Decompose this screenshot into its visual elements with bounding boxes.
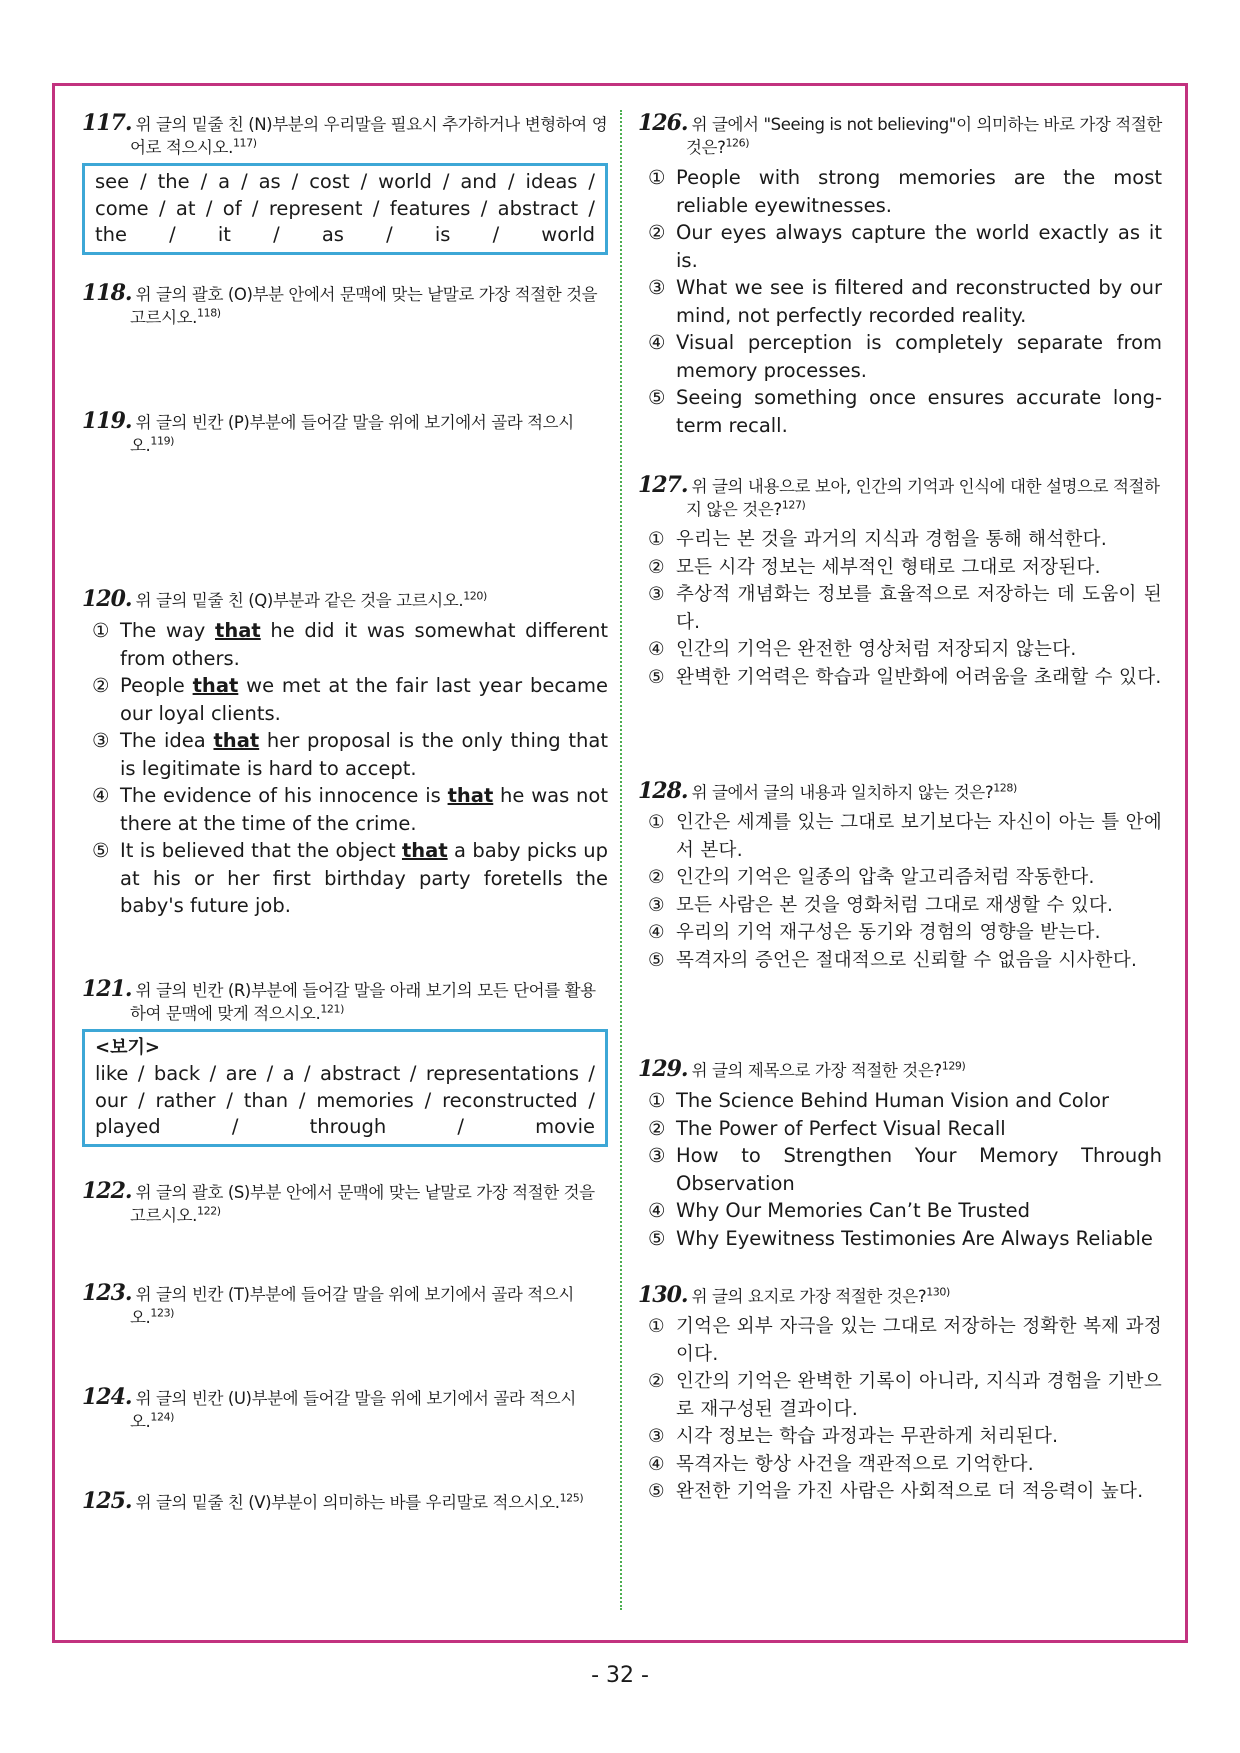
column-divider bbox=[620, 110, 622, 1610]
option-3[interactable] bbox=[638, 274, 1162, 329]
option-text: The idea bbox=[120, 729, 214, 752]
option-marker: ③ bbox=[648, 894, 665, 916]
option-text: we met at the fair last year became our loyal clients. bbox=[120, 674, 609, 725]
option-5[interactable] bbox=[638, 947, 1162, 975]
option-marker: ① bbox=[648, 1089, 666, 1112]
option-text: he was not there at the time of the crime. bbox=[120, 784, 608, 835]
option-text: Why Eyewitness Testimonies Are Always Reliable bbox=[676, 1226, 1153, 1250]
option-text: The Science Behind Human Vision and Color bbox=[676, 1089, 1110, 1112]
question-text bbox=[82, 588, 608, 612]
question-text bbox=[82, 978, 608, 1025]
question-text bbox=[82, 112, 608, 159]
option-marker: ⑤ bbox=[92, 839, 110, 862]
question-prompt: 위 글의 제목으로 가장 적절한 것은? bbox=[691, 1061, 942, 1080]
underlined-that: that bbox=[192, 674, 239, 697]
word-bank-line: our / rather / than / memories / reconstructed / bbox=[95, 1088, 595, 1112]
option-5[interactable] bbox=[638, 1478, 1162, 1506]
word-bank-title: <보기> bbox=[95, 1037, 160, 1058]
question-118 bbox=[82, 282, 608, 329]
options-list bbox=[638, 809, 1162, 974]
question-prompt: 위 글에서 "Seeing is not believing"이 의미하는 바로 가장 적절한 것은? bbox=[686, 115, 1162, 157]
word-bank-line: played / through / movie bbox=[95, 1115, 595, 1138]
options-list bbox=[638, 164, 1162, 439]
question-number: 118. bbox=[82, 280, 132, 306]
question-120 bbox=[82, 588, 608, 920]
option-3[interactable] bbox=[638, 1142, 1162, 1197]
underlined-that: that bbox=[215, 619, 261, 642]
option-3[interactable] bbox=[638, 892, 1162, 920]
question-text bbox=[82, 282, 608, 329]
question-text bbox=[638, 112, 1162, 159]
footnote-ref: 126) bbox=[725, 136, 750, 150]
option-3[interactable] bbox=[638, 1423, 1162, 1451]
question-prompt: 위 글에서 글의 내용과 일치하지 않는 것은? bbox=[691, 783, 994, 802]
option-text: How to Strengthen Your Memory Through Observation bbox=[676, 1144, 1162, 1195]
option-marker: ② bbox=[648, 1371, 665, 1392]
option-text: Our eyes always capture the world exactly as it is. bbox=[676, 221, 1162, 272]
underlined-that: that bbox=[447, 784, 494, 807]
option-2[interactable] bbox=[638, 864, 1162, 892]
word-bank-line: come / at / of / represent / features / abstract / bbox=[95, 196, 595, 220]
option-2[interactable] bbox=[82, 672, 608, 727]
option-text: he did it was somewhat different from others. bbox=[120, 619, 608, 670]
question-125 bbox=[82, 1490, 608, 1514]
option-text: 우리는 본 것을 과거의 지식과 경험을 통해 해석한다. bbox=[676, 529, 1108, 550]
option-text: The Power of Perfect Visual Recall bbox=[676, 1116, 1006, 1140]
option-text: The way bbox=[120, 619, 215, 642]
footnote-ref: 117) bbox=[232, 136, 257, 150]
page-number: - 32 - bbox=[591, 1663, 649, 1688]
option-marker: ③ bbox=[648, 584, 665, 605]
footnote-ref: 124) bbox=[150, 1410, 175, 1424]
option-marker: ④ bbox=[648, 1453, 665, 1475]
option-5[interactable] bbox=[638, 664, 1162, 692]
question-number: 127. bbox=[638, 472, 688, 498]
question-number: 126. bbox=[638, 110, 688, 136]
footnote-ref: 122) bbox=[197, 1204, 221, 1218]
option-1[interactable] bbox=[638, 1313, 1162, 1368]
option-4[interactable] bbox=[638, 1451, 1162, 1479]
word-bank-line: see / the / a / as / cost / world / and / ideas / bbox=[95, 170, 595, 193]
footnote-ref: 130) bbox=[926, 1285, 950, 1299]
option-marker: ③ bbox=[92, 729, 110, 752]
footnote-ref: 123) bbox=[150, 1306, 175, 1320]
question-prompt: 위 글의 밑줄 친 (N)부분의 우리말을 필요시 추가하거나 변형하여 영어로 적으시오. bbox=[130, 115, 608, 157]
question-text bbox=[638, 474, 1162, 521]
option-marker: ④ bbox=[648, 639, 665, 660]
question-number: 121. bbox=[82, 976, 132, 1002]
option-text: What we see is filtered and reconstructed by our mind, not perfectly recorded reality. bbox=[676, 276, 1162, 327]
question-122 bbox=[82, 1180, 608, 1227]
options-list bbox=[638, 526, 1162, 691]
question-prompt: 위 글의 빈칸 (P)부분에 들어갈 말을 위에 보기에서 골라 적으시오. bbox=[130, 413, 574, 455]
option-2[interactable] bbox=[638, 1115, 1162, 1143]
option-marker: ② bbox=[648, 221, 666, 244]
option-marker: ③ bbox=[648, 1426, 665, 1447]
option-text: It is believed that the object bbox=[120, 839, 402, 862]
question-number: 120. bbox=[82, 586, 132, 612]
option-5[interactable] bbox=[638, 1225, 1162, 1253]
option-text: Why Our Memories Can’t Be Trusted bbox=[676, 1199, 1030, 1222]
question-text bbox=[638, 780, 1162, 804]
option-text: 인간은 세계를 있는 그대로 보기보다는 자신이 아는 틀 안에서 본다. bbox=[676, 812, 1162, 861]
question-number: 128. bbox=[638, 778, 688, 804]
question-number: 117. bbox=[82, 110, 132, 136]
option-marker: ④ bbox=[648, 922, 665, 943]
option-text: 완전한 기억을 가진 사람은 사회적으로 더 적응력이 높다. bbox=[676, 1481, 1144, 1502]
option-text: a baby picks up at his or her first birthday party foretells the baby's future job. bbox=[120, 839, 609, 917]
option-marker: ② bbox=[648, 1116, 666, 1140]
word-bank-line: the / it / as / is / world bbox=[95, 223, 595, 246]
question-prompt: 위 글의 빈칸 (U)부분에 들어갈 말을 위에 보기에서 골라 적으시오. bbox=[130, 1389, 576, 1431]
question-prompt: 위 글의 요지로 가장 적절한 것은? bbox=[691, 1287, 927, 1306]
option-marker: ② bbox=[648, 556, 665, 578]
question-number: 130. bbox=[638, 1282, 688, 1308]
footnote-ref: 129) bbox=[941, 1059, 966, 1073]
option-marker: ⑤ bbox=[648, 666, 665, 688]
question-text bbox=[82, 1180, 608, 1227]
question-127 bbox=[638, 474, 1162, 691]
question-126 bbox=[638, 112, 1162, 439]
option-text: Visual perception is completely separate from memory processes. bbox=[676, 331, 1162, 382]
option-3[interactable] bbox=[82, 727, 608, 782]
option-1[interactable] bbox=[82, 617, 608, 672]
option-3[interactable] bbox=[638, 581, 1162, 636]
question-124 bbox=[82, 1386, 608, 1433]
option-text: 모든 사람은 본 것을 영화처럼 그대로 재생할 수 있다. bbox=[676, 894, 1114, 916]
question-128 bbox=[638, 780, 1162, 974]
footnote-ref: 118) bbox=[197, 306, 221, 320]
option-1[interactable] bbox=[638, 1087, 1162, 1115]
option-text: The evidence of his innocence is bbox=[120, 784, 448, 807]
option-marker: ⑤ bbox=[648, 1226, 666, 1250]
option-text: 목격자는 항상 사건을 객관적으로 기억한다. bbox=[676, 1453, 1034, 1475]
question-number: 124. bbox=[82, 1384, 132, 1410]
question-text bbox=[638, 1058, 1162, 1082]
option-marker: ② bbox=[92, 674, 110, 697]
question-123 bbox=[82, 1282, 608, 1329]
option-marker: ① bbox=[648, 166, 666, 189]
question-prompt: 위 글의 괄호 (S)부분 안에서 문맥에 맞는 낱말로 가장 적절한 것을 고르시오. bbox=[130, 1183, 595, 1225]
option-text: 추상적 개념화는 정보를 효율적으로 저장하는 데 도움이 된다. bbox=[676, 584, 1162, 633]
option-4[interactable] bbox=[638, 636, 1162, 664]
option-text: 인간의 기억은 완전한 영상처럼 저장되지 않는다. bbox=[676, 639, 1077, 660]
option-marker: ③ bbox=[648, 276, 666, 299]
option-marker: ① bbox=[648, 812, 665, 833]
question-130 bbox=[638, 1284, 1162, 1506]
question-number: 122. bbox=[82, 1178, 132, 1204]
option-4[interactable] bbox=[82, 782, 608, 837]
option-marker: ④ bbox=[648, 331, 666, 354]
option-text: People bbox=[120, 674, 193, 697]
word-bank-box bbox=[82, 1029, 608, 1147]
question-text bbox=[82, 410, 608, 457]
option-2[interactable] bbox=[638, 219, 1162, 274]
footnote-ref: 121) bbox=[320, 1002, 344, 1016]
word-bank-line: like / back / are / a / abstract / representations / bbox=[95, 1062, 595, 1085]
options-list bbox=[82, 617, 608, 920]
option-marker: ① bbox=[92, 619, 110, 642]
option-text: People with strong memories are the most reliable eyewitnesses. bbox=[676, 166, 1162, 217]
question-prompt: 위 글의 빈칸 (R)부분에 들어갈 말을 아래 보기의 모든 단어를 활용하여 문맥에 맞게 적으시오. bbox=[130, 981, 596, 1023]
question-text bbox=[638, 1284, 1162, 1308]
option-1[interactable] bbox=[638, 809, 1162, 864]
question-prompt: 위 글의 밑줄 친 (Q)부분과 같은 것을 고르시오. bbox=[135, 591, 464, 610]
option-text: 모든 시각 정보는 세부적인 형태로 그대로 저장된다. bbox=[676, 556, 1101, 578]
footnote-ref: 120) bbox=[463, 589, 487, 603]
option-text: Seeing something once ensures accurate long-term recall. bbox=[676, 386, 1162, 437]
option-marker: ③ bbox=[648, 1144, 666, 1167]
question-prompt: 위 글의 내용으로 보아, 인간의 기억과 인식에 대한 설명으로 적절하지 않은 것은? bbox=[686, 477, 1160, 519]
option-text: 인간의 기억은 완벽한 기록이 아니라, 지식과 경험을 기반으로 재구성된 결과이다. bbox=[676, 1371, 1162, 1420]
question-number: 129. bbox=[638, 1056, 688, 1082]
option-text: 기억은 외부 자극을 있는 그대로 저장하는 정확한 복제 과정이다. bbox=[676, 1316, 1162, 1365]
option-marker: ⑤ bbox=[648, 949, 665, 971]
underlined-that: that bbox=[401, 839, 448, 862]
question-number: 123. bbox=[82, 1280, 132, 1306]
word-bank-box bbox=[82, 163, 608, 255]
option-5[interactable] bbox=[82, 837, 608, 920]
option-marker: ④ bbox=[648, 1199, 666, 1222]
option-text: 완벽한 기억력은 학습과 일반화에 어려움을 초래할 수 있다. bbox=[676, 666, 1162, 688]
option-text: 인간의 기억은 일종의 압축 알고리즘처럼 작동한다. bbox=[676, 867, 1095, 888]
footnote-ref: 127) bbox=[781, 498, 806, 512]
question-number: 119. bbox=[82, 408, 132, 434]
option-4[interactable] bbox=[638, 1197, 1162, 1225]
option-text: 목격자의 증언은 절대적으로 신뢰할 수 없음을 시사한다. bbox=[676, 949, 1138, 971]
option-marker: ⑤ bbox=[648, 1481, 665, 1502]
footnote-ref: 119) bbox=[150, 434, 175, 448]
question-129 bbox=[638, 1058, 1162, 1252]
option-4[interactable] bbox=[638, 329, 1162, 384]
option-1[interactable] bbox=[638, 164, 1162, 219]
option-2[interactable] bbox=[638, 1368, 1162, 1423]
option-text: her proposal is the only thing that is legitimate is hard to accept. bbox=[120, 729, 608, 780]
footnote-ref: 125) bbox=[559, 1491, 584, 1505]
question-prompt: 위 글의 빈칸 (T)부분에 들어갈 말을 위에 보기에서 골라 적으시오. bbox=[130, 1285, 574, 1327]
option-5[interactable] bbox=[638, 384, 1162, 439]
option-marker: ① bbox=[648, 529, 665, 550]
question-text bbox=[82, 1386, 608, 1433]
question-117 bbox=[82, 112, 608, 255]
options-list bbox=[638, 1313, 1162, 1506]
option-marker: ② bbox=[648, 867, 665, 888]
option-text: 시각 정보는 학습 과정과는 무관하게 처리된다. bbox=[676, 1426, 1059, 1447]
option-marker: ① bbox=[648, 1316, 665, 1337]
underlined-that: that bbox=[213, 729, 260, 752]
option-4[interactable] bbox=[638, 919, 1162, 947]
question-text bbox=[82, 1282, 608, 1329]
option-text: 우리의 기억 재구성은 동기와 경험의 영향을 받는다. bbox=[676, 922, 1101, 943]
question-prompt: 위 글의 밑줄 친 (V)부분이 의미하는 바를 우리말로 적으시오. bbox=[135, 1493, 560, 1512]
option-1[interactable] bbox=[638, 526, 1162, 554]
question-119 bbox=[82, 410, 608, 457]
option-2[interactable] bbox=[638, 554, 1162, 582]
question-prompt: 위 글의 괄호 (O)부분 안에서 문맥에 맞는 낱말로 가장 적절한 것을 고르시오. bbox=[130, 285, 598, 327]
option-marker: ⑤ bbox=[648, 386, 666, 409]
options-list bbox=[638, 1087, 1162, 1252]
question-121 bbox=[82, 978, 608, 1147]
question-number: 125. bbox=[82, 1488, 132, 1514]
option-marker: ④ bbox=[92, 784, 110, 807]
question-text bbox=[82, 1490, 608, 1514]
footnote-ref: 128) bbox=[993, 781, 1017, 795]
